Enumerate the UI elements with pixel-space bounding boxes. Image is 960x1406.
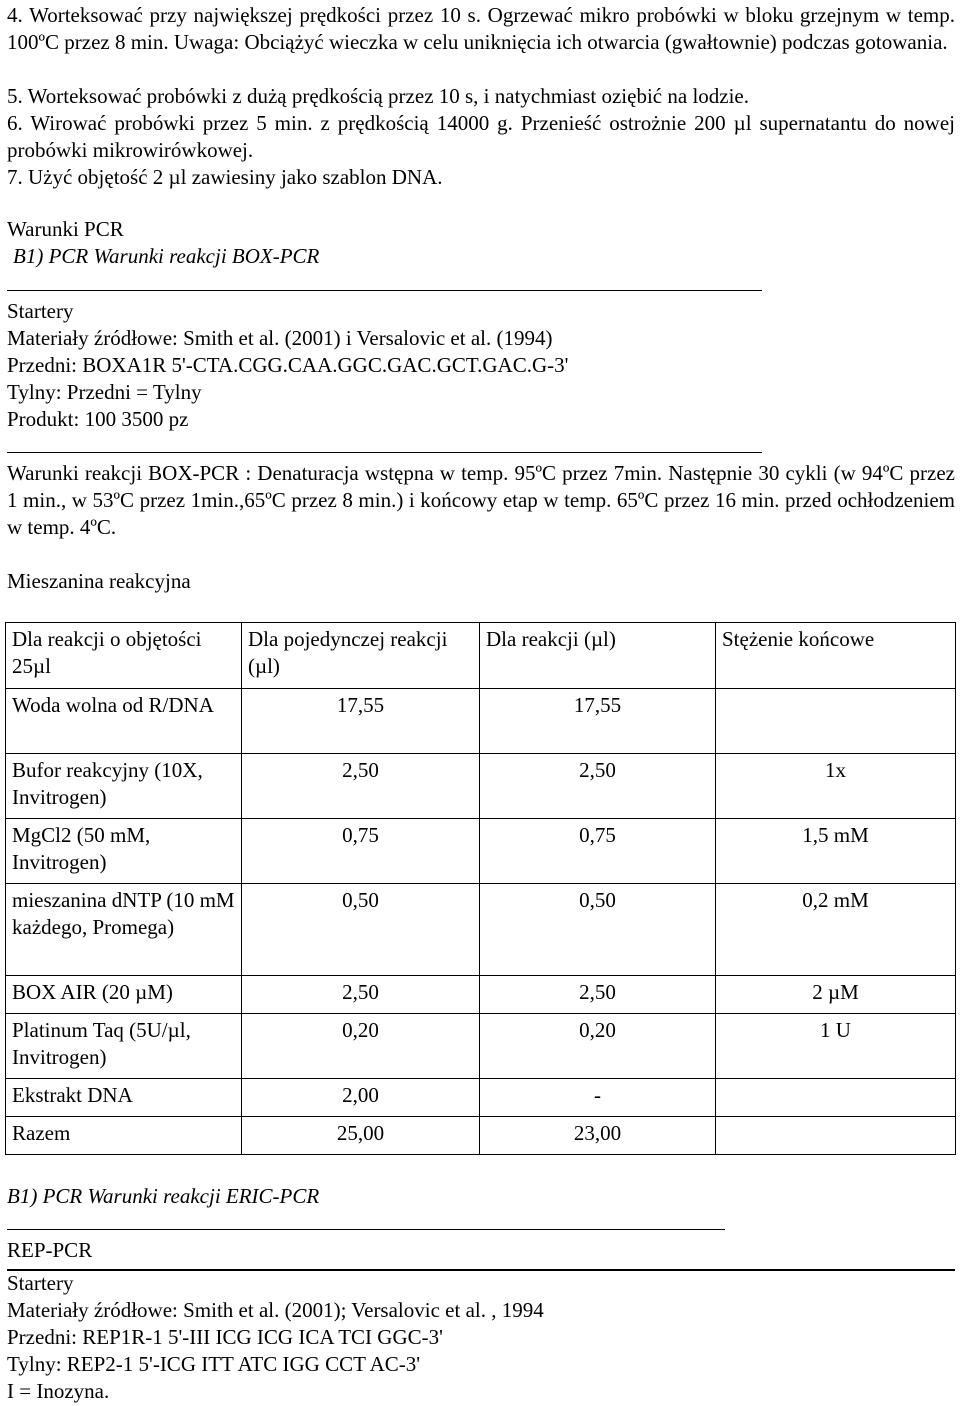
table-cell: 0,20 bbox=[242, 1014, 480, 1079]
table-header-row bbox=[6, 623, 956, 689]
table-row bbox=[6, 754, 956, 819]
table-cell: 17,55 bbox=[480, 689, 716, 754]
box-product: Produkt: 100 3500 pz bbox=[7, 407, 189, 431]
box-sources: Materiały źródłowe: Smith et al. (2001) i Versalovic et al. (1994) bbox=[7, 326, 553, 350]
table-cell: 25,00 bbox=[242, 1117, 480, 1155]
divider bbox=[7, 1269, 955, 1271]
table-cell: Platinum Taq (5U/µl, Invitrogen) bbox=[6, 1014, 242, 1079]
table-cell bbox=[716, 1117, 956, 1155]
step-5: 5. Worteksować probówki z dużą prędkością przez 10 s, i natychmiast oziębić na lodzie. bbox=[7, 84, 750, 108]
reaction-mix-table bbox=[5, 622, 956, 1155]
table-cell: 1,5 mM bbox=[716, 819, 956, 884]
table-cell: 0,2 mM bbox=[716, 884, 956, 976]
table-cell: 1x bbox=[716, 754, 956, 819]
column-header: Dla reakcji (µl) bbox=[480, 623, 716, 689]
column-header: Dla pojedynczej reakcji (µl) bbox=[242, 623, 480, 689]
table-cell: 2,50 bbox=[480, 976, 716, 1014]
table-cell: Razem bbox=[6, 1117, 242, 1155]
divider bbox=[7, 290, 762, 291]
rep-label: REP-PCR bbox=[7, 1238, 93, 1262]
eric-subtitle: B1) PCR Warunki reakcji ERIC-PCR bbox=[7, 1184, 320, 1208]
table-cell: Ekstrakt DNA bbox=[6, 1079, 242, 1117]
table-cell: mieszanina dNTP (10 mM każdego, Promega) bbox=[6, 884, 242, 976]
table-row bbox=[6, 689, 956, 754]
step-4: 4. Worteksować przy największej prędkości przez 10 s. Ogrzewać mikro probówki w bloku grzejnym w temp. 100ºC przez 8 min. Uwaga: Obciążyć wieczka w celu uniknięcia ich otwarcia (gwałtownie) podczas gotowania. bbox=[7, 3, 955, 54]
table-cell: 23,00 bbox=[480, 1117, 716, 1155]
table-cell: BOX AIR (20 µM) bbox=[6, 976, 242, 1014]
table-cell: 2 µM bbox=[716, 976, 956, 1014]
table-cell: - bbox=[480, 1079, 716, 1117]
table-cell: 17,55 bbox=[242, 689, 480, 754]
table-cell: 0,50 bbox=[480, 884, 716, 976]
table-row bbox=[6, 976, 956, 1014]
eric-primers-label: Startery bbox=[7, 1271, 74, 1295]
table-cell bbox=[716, 1079, 956, 1117]
table-cell: 2,50 bbox=[480, 754, 716, 819]
eric-reverse-primer: Tylny: REP2-1 5'-ICG ITT ATC IGG CCT AC-3' bbox=[7, 1352, 421, 1376]
box-primers-label: Startery bbox=[7, 299, 74, 323]
step-6: 6. Wirować probówki przez 5 min. z prędkością 14000 g. Przenieść ostrożnie 200 µl supernatantu do nowej probówki mikrowirówkowej. bbox=[7, 111, 955, 162]
eric-forward-primer: Przedni: REP1R-1 5'-III ICG ICG ICA TCI GGC-3' bbox=[7, 1325, 443, 1349]
divider bbox=[7, 452, 762, 453]
table-cell: MgCl2 (50 mM, Invitrogen) bbox=[6, 819, 242, 884]
table-cell: 2,00 bbox=[242, 1079, 480, 1117]
table-cell: 2,50 bbox=[242, 754, 480, 819]
box-subtitle: B1) PCR Warunki reakcji BOX-PCR bbox=[13, 244, 320, 268]
table-cell: 0,20 bbox=[480, 1014, 716, 1079]
table-cell: 0,75 bbox=[242, 819, 480, 884]
table-row bbox=[6, 1079, 956, 1117]
table-row bbox=[6, 884, 956, 976]
box-reverse-primer: Tylny: Przedni = Tylny bbox=[7, 380, 202, 404]
pcr-heading: Warunki PCR bbox=[7, 217, 124, 241]
table-cell: Bufor reakcyjny (10X, Invitrogen) bbox=[6, 754, 242, 819]
mix-heading: Mieszanina reakcyjna bbox=[7, 569, 191, 593]
table-cell: 0,50 bbox=[242, 884, 480, 976]
table-row bbox=[6, 1014, 956, 1079]
table-cell: 0,75 bbox=[480, 819, 716, 884]
column-header: Dla reakcji o objętości 25µl bbox=[6, 623, 242, 689]
column-header: Stężenie końcowe bbox=[716, 623, 956, 689]
table-row bbox=[6, 1117, 956, 1155]
box-forward-primer: Przedni: BOXA1R 5'-CTA.CGG.CAA.GGC.GAC.GCT.GAC.G-3' bbox=[7, 353, 569, 377]
table-cell bbox=[716, 689, 956, 754]
eric-note: I = Inozyna. bbox=[7, 1379, 110, 1403]
box-conditions: Warunki reakcji BOX-PCR : Denaturacja wstępna w temp. 95ºC przez 7min. Następnie 30 cykli (w 94ºC przez 1 min., w 53ºC przez 1min.,65ºC przez 8 min.) i końcowy etap w temp. 65ºC przez 16 min. przed ochłodzeniem w temp. 4ºC. bbox=[7, 461, 955, 539]
table-cell: Woda wolna od R/DNA bbox=[6, 689, 242, 754]
step-7: 7. Użyć objętość 2 µl zawiesiny jako szablon DNA. bbox=[7, 165, 443, 189]
table-row bbox=[6, 819, 956, 884]
eric-sources: Materiały źródłowe: Smith et al. (2001); Versalovic et al. , 1994 bbox=[7, 1298, 544, 1322]
table-cell: 2,50 bbox=[242, 976, 480, 1014]
table-cell: 1 U bbox=[716, 1014, 956, 1079]
divider bbox=[7, 1229, 725, 1230]
